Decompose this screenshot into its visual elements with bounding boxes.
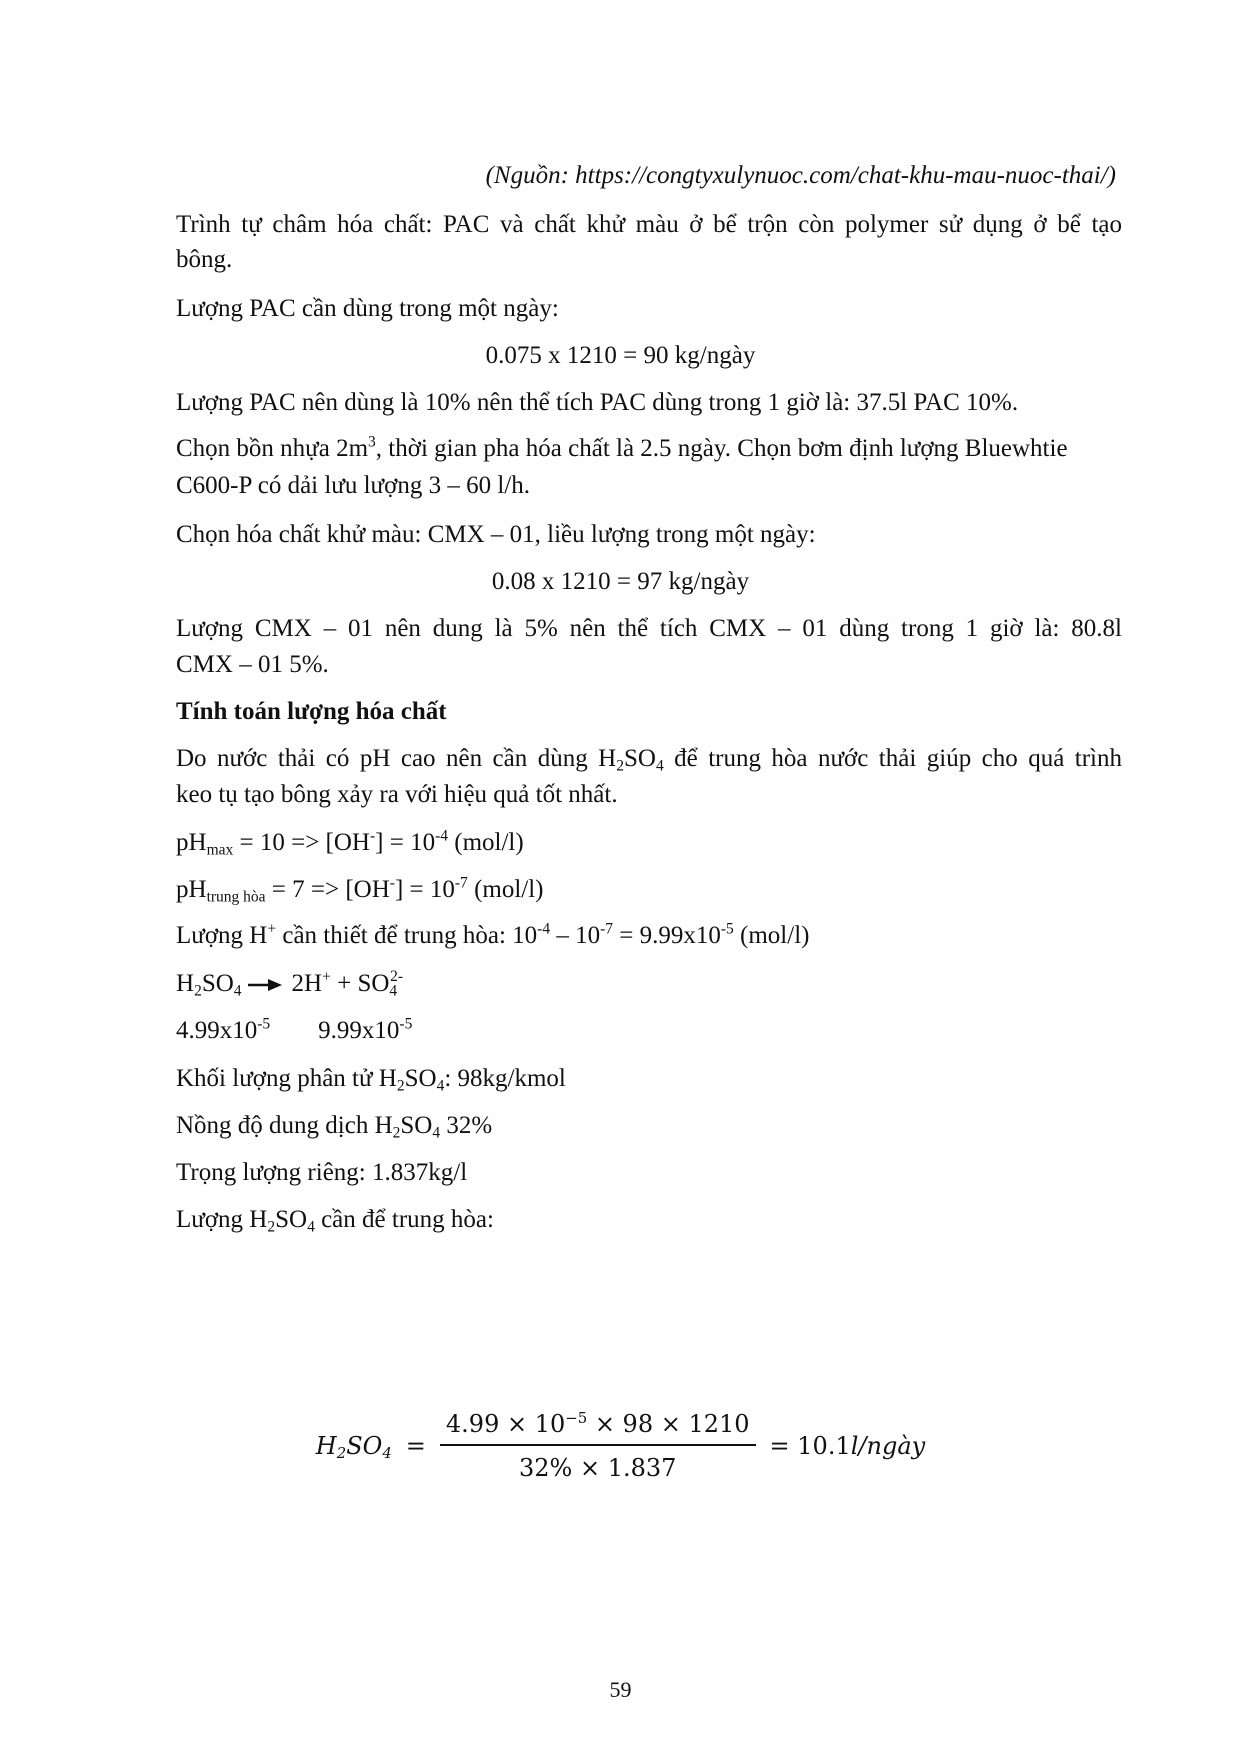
mole-values-line: $4.99x10^{-5}$ $9.99x10^{-5}$ xyxy=(176,1015,413,1044)
formula-lhs: $H_2SO_4$ xyxy=(315,1432,392,1463)
amount-label-line: Lượng $H_2SO_4$ cần để trung hòa: xyxy=(176,1206,494,1236)
formula-result: = 10.1l/ngày xyxy=(769,1432,926,1460)
reaction-arrow-icon xyxy=(248,978,282,992)
pac-intro: Lượng PAC cần dùng trong một ngày: xyxy=(176,295,559,322)
section-heading: Tính toán lượng hóa chất xyxy=(176,698,447,725)
molar-mass-line: Khối lượng phân tử $H_2SO_4$: 98kg/kmol xyxy=(176,1065,566,1095)
concentration-line: Nồng độ dung dịch $H_2SO_4$ 32% xyxy=(176,1112,493,1142)
pac-calculation: 0.075 x 1210 = 90 kg/ngày xyxy=(485,342,756,369)
cmx-calculation: 0.08 x 1210 = 97 kg/ngày xyxy=(491,568,750,595)
h-ion-needed-line: Lượng H+ cần thiết để trung hòa: $10^{-4} - 10^{-7} = 9.99x10^{-5}$ (mol/l) xyxy=(176,920,810,949)
formula-equals: = xyxy=(405,1432,426,1460)
paragraph-dosing-sequence: Trình tự châm hóa chất: PAC và chất khử màu ở bể trộn còn polymer sử dụng ở bể tạo xyxy=(176,211,1122,238)
neutralization-intro-cont: keo tụ tạo bông xảy ra với hiệu quả tốt nhất. xyxy=(176,781,618,808)
cmx-volume: Lượng CMX – 01 nên dung là 5% nên thể tích CMX – 01 dùng trong 1 giờ là: 80.8l xyxy=(176,615,1122,642)
formula-numerator: $4.99 \times 10^{-5} \times 98 \times 1210$ xyxy=(440,1410,756,1446)
source-note: (Nguồn: https://congtyxulynuoc.com/chat-khu-mau-nuoc-thai/) xyxy=(485,162,1116,189)
paragraph-dosing-sequence-cont: bông. xyxy=(176,246,233,273)
cmx-volume-cont: CMX – 01 5%. xyxy=(176,651,329,678)
neutralization-intro: Do nước thải có pH cao nên cần dùng $H_2SO_4$ để trung hòa nước thải giúp cho quá trình xyxy=(176,745,1122,775)
tank-selection: Chọn bồn nhựa $2m^3$, thời gian pha hóa chất là 2.5 ngày. Chọn bơm định lượng Bluewhtie xyxy=(176,433,1068,462)
h2so4-formula xyxy=(0,1410,1241,1482)
reaction-equation: $H_2SO_4$ $2H^+ + SO_4^{2-}$ xyxy=(176,968,404,1000)
pac-volume: Lượng PAC nên dùng là 10% nên thể tích PAC dùng trong 1 giờ là: 37.5l PAC 10%. xyxy=(176,389,1019,416)
page-number: 59 xyxy=(609,1677,632,1702)
ph-neutral-line: $pH_{trung hòa} = 7 => [OH^-] = 10^{-7}$ (mol/l) xyxy=(176,874,544,906)
ph-max-line: $pH_{max} = 10 => [OH^-] = 10^{-4}$ (mol/l) xyxy=(176,827,524,859)
formula-denominator: 32% × 1.837 xyxy=(519,1454,677,1482)
density-line: Trọng lượng riêng: 1.837kg/l xyxy=(176,1159,468,1186)
cmx-intro: Chọn hóa chất khử màu: CMX – 01, liều lượng trong một ngày: xyxy=(176,521,816,548)
pump-selection: C600-P có dải lưu lượng 3 – 60 l/h. xyxy=(176,472,530,499)
formula-fraction xyxy=(440,1410,756,1482)
